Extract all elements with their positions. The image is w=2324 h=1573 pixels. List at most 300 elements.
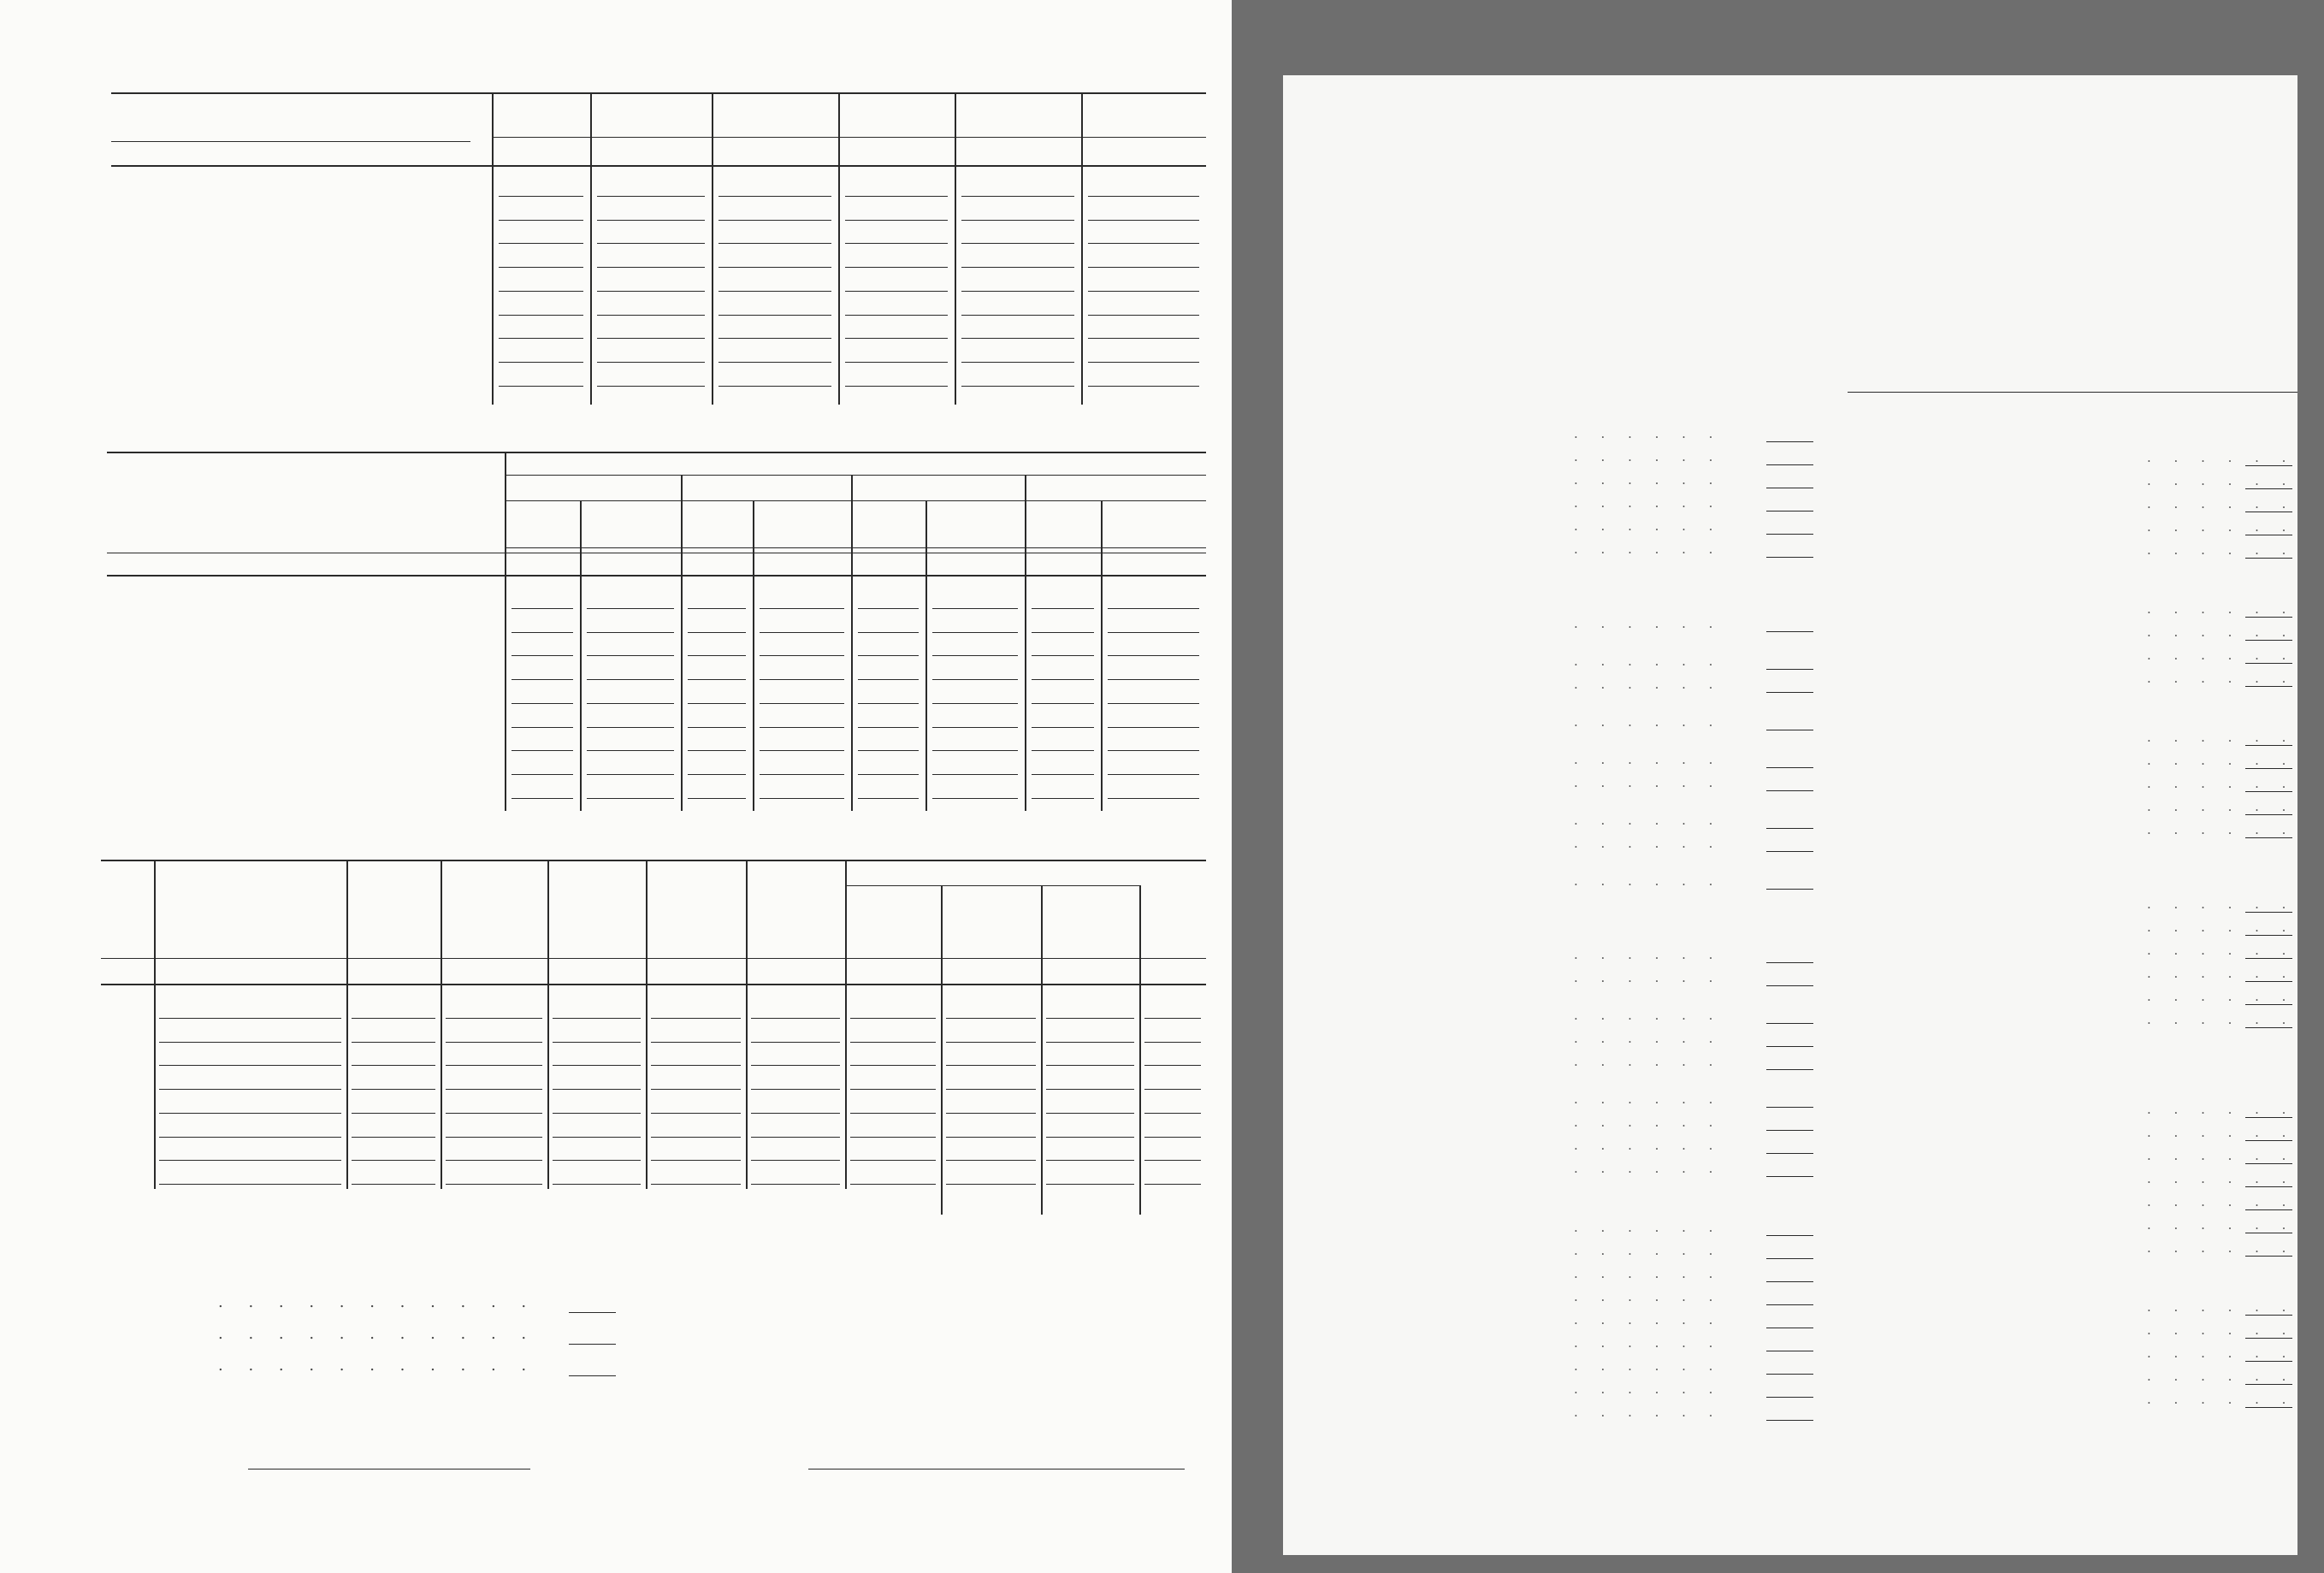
dot-leader: . . . . . .	[1574, 1031, 1723, 1046]
rule-line	[1766, 464, 1813, 465]
rule-line	[961, 338, 1074, 339]
rule-line	[1046, 1184, 1134, 1185]
rule-line	[760, 727, 844, 728]
rule-line	[352, 1137, 435, 1138]
rule-line	[154, 860, 156, 1189]
dot-leader: . . . . . .	[1574, 1404, 1723, 1420]
rule-line	[1144, 1113, 1201, 1114]
rule-line	[1144, 1160, 1201, 1161]
rule-line	[499, 291, 583, 292]
dot-leader: . . . . . .	[1574, 1312, 1723, 1328]
rule-line	[499, 362, 583, 363]
rule-line	[1088, 291, 1199, 292]
rule-line	[159, 1184, 341, 1185]
rule-line	[2245, 1140, 2292, 1141]
rule-line	[845, 220, 948, 221]
dot-leader: . . . . . .	[1574, 541, 1723, 557]
rule-line	[955, 92, 956, 405]
rule-line	[1766, 1374, 1813, 1375]
rule-line	[553, 1184, 641, 1185]
rule-line	[845, 860, 847, 984]
dot-leader: . . . . . .	[2147, 1171, 2296, 1186]
rule-line	[845, 386, 948, 387]
rule-line	[553, 1160, 641, 1161]
rule-line	[718, 338, 831, 339]
dot-leader: . . . . . .	[2147, 799, 2296, 814]
rule-line	[587, 608, 674, 609]
rule-line	[858, 679, 919, 680]
rule-line	[1766, 790, 1813, 791]
rule-line	[107, 452, 1206, 453]
rule-line	[1032, 727, 1094, 728]
rule-line	[2245, 1407, 2292, 1408]
rule-line	[1046, 1042, 1134, 1043]
rule-line	[446, 1089, 542, 1090]
rule-line	[1041, 885, 1043, 1215]
rule-line	[858, 655, 919, 656]
rule-line	[352, 1042, 435, 1043]
dot-leader: . . . . . .	[2147, 943, 2296, 958]
rule-line	[512, 798, 573, 799]
dot-leader: . . . . . .	[2147, 1125, 2296, 1140]
rule-line	[1032, 798, 1094, 799]
rule-line	[553, 1065, 641, 1066]
rule-line	[597, 386, 705, 387]
rule-line	[2245, 465, 2292, 466]
rule-line	[688, 608, 746, 609]
rule-line	[159, 1065, 341, 1066]
dot-leader: . . . . . .	[2147, 822, 2296, 837]
rule-line	[932, 632, 1018, 633]
rule-line	[499, 243, 583, 244]
rule-line	[159, 1089, 341, 1090]
rule-line	[751, 1089, 840, 1090]
dot-leader: . . . . . .	[2147, 648, 2296, 663]
rule-line	[850, 1113, 936, 1114]
rule-line	[688, 774, 746, 775]
dot-leader: . . . . . .	[1574, 1358, 1723, 1374]
rule-line	[845, 291, 948, 292]
rule-line	[512, 750, 573, 751]
rule-line	[492, 92, 494, 405]
rule-line	[651, 1065, 741, 1066]
rule-line	[688, 632, 746, 633]
dot-leader: . . . . . .	[1574, 1138, 1723, 1153]
rule-line	[446, 1065, 542, 1066]
rule-line	[651, 1042, 741, 1043]
dot-leader: . . . . . .	[2147, 1148, 2296, 1163]
rule-line	[597, 338, 705, 339]
rule-line	[850, 1065, 936, 1066]
dot-leader: . . . . . .	[2147, 1345, 2296, 1361]
rule-line	[1046, 1137, 1134, 1138]
rule-line	[751, 1042, 840, 1043]
rule-line	[751, 1018, 840, 1019]
rule-line	[159, 1113, 341, 1114]
rule-line	[1081, 92, 1083, 405]
rule-line	[858, 608, 919, 609]
rule-line	[352, 1184, 435, 1185]
dot-leader: . . . . . .	[1574, 449, 1723, 464]
rule-line	[512, 655, 573, 656]
rule-line	[512, 703, 573, 704]
dot-leader: . . . . . .	[2147, 966, 2296, 981]
rule-line	[597, 362, 705, 363]
rule-line	[646, 860, 648, 1189]
rule-line	[1032, 655, 1094, 656]
rule-line	[441, 860, 442, 1189]
rule-line	[925, 500, 927, 811]
rule-line	[1144, 1137, 1201, 1138]
rule-line	[1139, 885, 1141, 1215]
rule-line	[1032, 750, 1094, 751]
dot-leader: . . . . . .	[1574, 426, 1723, 441]
rule-line	[751, 1184, 840, 1185]
rule-line	[2245, 935, 2292, 936]
rule-line	[858, 703, 919, 704]
rule-line	[492, 137, 1206, 138]
rule-line	[2245, 837, 2292, 838]
dot-leader: . . . . . .	[1574, 775, 1723, 790]
rule-line	[446, 1113, 542, 1114]
dot-leader: . . . . . .	[1574, 495, 1723, 511]
dot-leader: . . . . . .	[1574, 714, 1723, 730]
rule-line	[446, 1184, 542, 1185]
rule-line	[858, 632, 919, 633]
rule-line	[858, 750, 919, 751]
rule-line	[352, 1065, 435, 1066]
rule-line	[718, 386, 831, 387]
rule-line	[1144, 1065, 1201, 1066]
rule-line	[961, 291, 1074, 292]
rule-line	[499, 338, 583, 339]
rule-line	[512, 727, 573, 728]
dot-leader: . . . . . .	[1574, 616, 1723, 631]
rule-line	[1766, 511, 1813, 512]
rule-line	[553, 1137, 641, 1138]
dot-leader: . . . . . .	[2147, 1392, 2296, 1407]
dot-leader: . . . . . .	[2147, 473, 2296, 488]
rule-line	[1766, 962, 1813, 963]
rule-line	[1766, 1130, 1813, 1131]
rule-line	[688, 798, 746, 799]
rule-line	[107, 575, 1206, 577]
rule-line	[681, 475, 683, 811]
rule-line	[1766, 1235, 1813, 1236]
rule-line	[651, 1018, 741, 1019]
rule-line	[845, 362, 948, 363]
rule-line	[1766, 557, 1813, 558]
rule-line	[569, 1344, 616, 1345]
rule-line	[1766, 1304, 1813, 1305]
dot-leader: . . . . . .	[1574, 947, 1723, 962]
rule-line	[845, 338, 948, 339]
rule-line	[569, 1375, 616, 1376]
rule-line	[718, 196, 831, 197]
rule-line	[651, 1160, 741, 1161]
rule-line	[159, 1018, 341, 1019]
rule-line	[1046, 1160, 1134, 1161]
rule-line	[2245, 1315, 2292, 1316]
dot-leader: . . . . . .	[1574, 1220, 1723, 1235]
rule-line	[753, 500, 754, 811]
rule-line	[1766, 669, 1813, 670]
rule-line	[808, 1469, 1185, 1470]
rule-line	[2245, 958, 2292, 959]
dot-leader: . . . . . .	[1574, 472, 1723, 488]
dot-leader: . . . . . .	[2147, 920, 2296, 935]
rule-line	[446, 1018, 542, 1019]
rule-line	[850, 1137, 936, 1138]
rule-line	[1766, 1397, 1813, 1398]
rule-line	[547, 860, 549, 1189]
dot-leader: . . . . . .	[1574, 1054, 1723, 1069]
rule-line	[1766, 534, 1813, 535]
dot-leader: . . . . . .	[2147, 1217, 2296, 1233]
rule-line	[751, 1113, 840, 1114]
rule-line	[718, 362, 831, 363]
rule-line	[838, 92, 840, 405]
rule-line	[580, 500, 582, 811]
rule-line	[946, 1113, 1036, 1114]
rule-line	[1108, 727, 1199, 728]
rule-line	[946, 1160, 1036, 1161]
rule-line	[569, 1312, 616, 1313]
rule-line	[1108, 608, 1199, 609]
rule-line	[1766, 1420, 1813, 1421]
dot-leader: . . . . . .	[2147, 1240, 2296, 1256]
rule-line	[845, 267, 948, 268]
dot-leader: . . . . . .	[1574, 677, 1723, 692]
rule-line	[352, 1089, 435, 1090]
rule-line	[1088, 220, 1199, 221]
dot-leader: . . . . . .	[1574, 1335, 1723, 1351]
rule-line	[1032, 774, 1094, 775]
rule-line	[446, 1137, 542, 1138]
rule-line	[961, 220, 1074, 221]
rule-line	[587, 679, 674, 680]
rule-line	[2245, 1338, 2292, 1339]
rule-line	[941, 885, 943, 1215]
rule-line	[346, 860, 348, 1189]
rule-line	[760, 655, 844, 656]
rule-line	[587, 703, 674, 704]
rule-line	[850, 1042, 936, 1043]
rule-line	[2245, 640, 2292, 641]
rule-line	[961, 196, 1074, 197]
rule-line	[760, 703, 844, 704]
dot-leader: . . . . . .	[1574, 1381, 1723, 1397]
rule-line	[553, 1018, 641, 1019]
rule-line	[1108, 798, 1199, 799]
rule-line	[2245, 1209, 2292, 1210]
rule-line	[932, 774, 1018, 775]
dot-leader: . . . . . .	[2147, 496, 2296, 512]
rule-line	[850, 1160, 936, 1161]
rule-line	[718, 315, 831, 316]
rule-line	[1766, 1153, 1813, 1154]
rule-line	[850, 1018, 936, 1019]
rule-line	[718, 243, 831, 244]
dot-leader: . . . . . .	[1574, 1266, 1723, 1281]
dot-leader: . . . . . .	[1574, 970, 1723, 985]
rule-line	[961, 267, 1074, 268]
rule-line	[587, 727, 674, 728]
rule-line	[111, 92, 1206, 94]
rule-line	[1088, 267, 1199, 268]
rule-line	[651, 1184, 741, 1185]
rule-line	[1108, 703, 1199, 704]
rule-line	[2245, 791, 2292, 792]
rule-line	[1046, 1089, 1134, 1090]
rule-line	[2245, 1027, 2292, 1028]
rule-line	[2245, 745, 2292, 746]
rule-line	[590, 92, 592, 405]
rule-line	[932, 703, 1018, 704]
rule-line	[1046, 1018, 1134, 1019]
dot-leader: . . . . . .	[2147, 601, 2296, 617]
rule-line	[1108, 774, 1199, 775]
rule-line	[858, 727, 919, 728]
rule-line	[760, 679, 844, 680]
rule-line	[1144, 1042, 1201, 1043]
dot-leader: . . . . . .	[2147, 1012, 2296, 1027]
rule-line	[760, 608, 844, 609]
rule-line	[1144, 1184, 1201, 1185]
dot-leader: . . . . . .	[2147, 753, 2296, 768]
rule-line	[1766, 851, 1813, 852]
rule-line	[845, 315, 948, 316]
rule-line	[2245, 1186, 2292, 1187]
rule-line	[597, 243, 705, 244]
dot-leader: . . . . . .	[1574, 1289, 1723, 1304]
rule-line	[446, 1042, 542, 1043]
rule-line	[688, 703, 746, 704]
rule-line	[961, 315, 1074, 316]
rule-line	[1766, 1107, 1813, 1108]
rule-line	[932, 750, 1018, 751]
rule-line	[2245, 1361, 2292, 1362]
rule-line	[1144, 1018, 1201, 1019]
rule-line	[1766, 441, 1813, 442]
rule-line	[961, 362, 1074, 363]
rule-line	[159, 1042, 341, 1043]
rule-line	[597, 291, 705, 292]
rule-line	[688, 750, 746, 751]
rule-line	[101, 860, 1206, 861]
rule-line	[932, 679, 1018, 680]
rule-line	[688, 679, 746, 680]
rule-line	[1088, 315, 1199, 316]
dot-leader: . . . . . . . . . . .	[218, 1325, 537, 1343]
rule-line	[1108, 679, 1199, 680]
rule-line	[159, 1137, 341, 1138]
rule-line	[1144, 1089, 1201, 1090]
dot-leader: . . . . . .	[2147, 450, 2296, 465]
rule-line	[587, 798, 674, 799]
rule-line	[1766, 767, 1813, 768]
rule-line	[499, 386, 583, 387]
dot-leader: . . . . . . . . . . .	[218, 1293, 537, 1311]
rule-line	[651, 1137, 741, 1138]
rule-line	[718, 267, 831, 268]
rule-line	[850, 1089, 936, 1090]
rule-line	[2245, 1004, 2292, 1005]
rule-line	[718, 220, 831, 221]
rule-line	[2245, 1384, 2292, 1385]
rule-line	[1766, 692, 1813, 693]
dot-leader: . . . . . .	[2147, 1322, 2296, 1338]
rule-line	[597, 220, 705, 221]
dot-leader: . . . . . .	[1574, 836, 1723, 851]
rule-line	[1766, 889, 1813, 890]
rule-line	[1766, 631, 1813, 632]
rule-line	[2245, 768, 2292, 769]
dot-leader: . . . . . .	[2147, 671, 2296, 686]
rule-line	[932, 655, 1018, 656]
rule-line	[2245, 981, 2292, 982]
rule-line	[505, 475, 1206, 476]
rule-line	[858, 774, 919, 775]
rule-line	[2245, 1256, 2292, 1257]
dot-leader: . . . . . .	[2147, 1369, 2296, 1384]
rule-line	[1032, 608, 1094, 609]
rule-line	[651, 1089, 741, 1090]
rule-line	[499, 220, 583, 221]
rule-line	[1766, 1281, 1813, 1282]
rule-line	[851, 475, 853, 811]
rule-line	[718, 291, 831, 292]
rule-line	[746, 860, 748, 1189]
rule-line	[845, 243, 948, 244]
rule-line	[946, 1018, 1036, 1019]
rule-line	[587, 750, 674, 751]
rule-line	[352, 1113, 435, 1114]
rule-line	[932, 608, 1018, 609]
rule-line	[587, 774, 674, 775]
rule-line	[1088, 386, 1199, 387]
rule-line	[961, 243, 1074, 244]
rule-line	[946, 1089, 1036, 1090]
rule-line	[845, 196, 948, 197]
dot-leader: . . . . . .	[1574, 813, 1723, 828]
rule-line	[111, 141, 470, 142]
rule-line	[932, 727, 1018, 728]
rule-line	[2245, 686, 2292, 687]
rule-line	[512, 608, 573, 609]
rule-line	[858, 798, 919, 799]
rule-line	[688, 655, 746, 656]
rule-line	[1088, 338, 1199, 339]
rule-line	[845, 885, 1139, 886]
rule-line	[751, 1137, 840, 1138]
rule-line	[2245, 1117, 2292, 1118]
rule-line	[499, 267, 583, 268]
rule-line	[248, 1469, 530, 1470]
dot-leader: . . . . . .	[2147, 776, 2296, 791]
rule-line	[1766, 1046, 1813, 1047]
dot-leader: . . . . . .	[2147, 1102, 2296, 1117]
rule-line	[352, 1018, 435, 1019]
rule-line	[760, 750, 844, 751]
rule-line	[597, 196, 705, 197]
dot-leader: . . . . . .	[1574, 1008, 1723, 1023]
rule-line	[597, 315, 705, 316]
rule-line	[499, 315, 583, 316]
rule-line	[946, 1137, 1036, 1138]
rule-line	[712, 92, 713, 405]
dot-leader: . . . . . .	[2147, 730, 2296, 745]
